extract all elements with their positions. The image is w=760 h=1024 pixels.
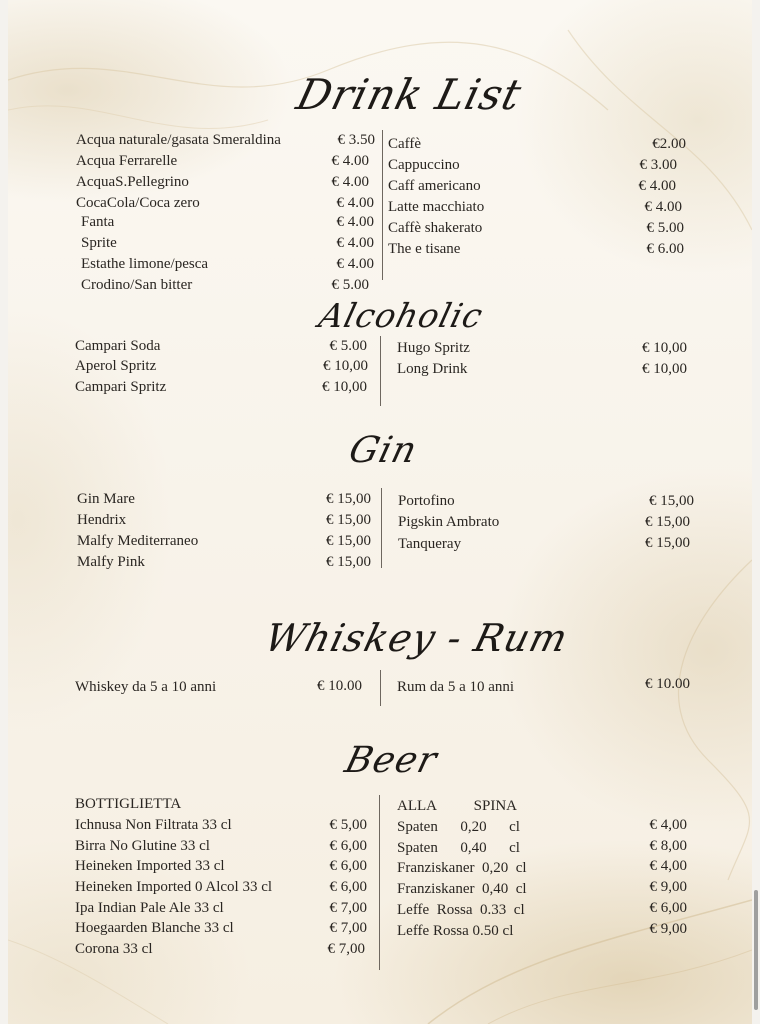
item-price: € 10,00 (322, 379, 367, 395)
item-price: € 5.00 (329, 338, 367, 354)
list-item (76, 173, 189, 191)
list-item (397, 880, 527, 898)
item-name: Crodino/San bitter (81, 277, 193, 293)
list-item (397, 901, 525, 919)
item-name: Latte macchiato (388, 199, 485, 215)
item-name: Hugo Spritz (397, 340, 470, 356)
item-price: € 7,00 (329, 920, 367, 936)
item-name: Cappuccino (388, 157, 460, 173)
item-name: Malfy Pink (77, 554, 145, 570)
item-name: Estathe limone/pesca (81, 256, 209, 272)
item-price: € 3.50 (337, 132, 375, 148)
item-price: € 10.00 (317, 678, 362, 694)
item-price: € 8,00 (649, 838, 687, 854)
beer-bottle-header: BOTTIGLIETTA (75, 796, 182, 812)
item-name: Caffè (388, 136, 422, 152)
list-item (397, 839, 520, 857)
list-item (75, 837, 210, 855)
column-divider (380, 670, 381, 706)
item-price: € 7,00 (327, 941, 365, 957)
list-item (77, 511, 126, 529)
list-item (77, 490, 135, 508)
item-name: Rum da 5 a 10 anni (397, 679, 515, 695)
list-item (76, 194, 200, 212)
list-item (81, 255, 208, 273)
list-item (398, 535, 461, 553)
item-name: Pigskin Ambrato (398, 514, 500, 530)
menu-page (8, 0, 752, 1024)
title-drink-list: Drink List (291, 70, 527, 119)
item-name: Aperol Spritz (75, 358, 157, 374)
item-name: Caff americano (388, 178, 481, 194)
item-price: € 4.00 (644, 199, 682, 215)
list-item (398, 513, 499, 531)
list-item (81, 276, 192, 294)
item-name: AcquaS.Pellegrino (76, 174, 189, 190)
item-name: Birra No Glutine 33 cl (75, 838, 210, 854)
list-item (75, 337, 160, 355)
item-name: Tanqueray (398, 536, 462, 552)
list-item (397, 339, 470, 357)
title-gin: Gin (344, 430, 422, 471)
item-name: Long Drink (397, 361, 468, 377)
list-item (81, 234, 117, 252)
item-price: € 3.00 (639, 157, 677, 173)
item-price: € 10,00 (642, 361, 687, 377)
list-item (77, 553, 145, 571)
item-price: € 15,00 (326, 533, 371, 549)
item-name: Campari Spritz (75, 379, 167, 395)
item-name: Campari Soda (75, 338, 161, 354)
item-price: € 4,00 (649, 817, 687, 833)
list-item (388, 240, 460, 258)
list-item (76, 152, 177, 170)
item-price: € 5.00 (646, 220, 684, 236)
list-item (77, 532, 198, 550)
item-price: € 4,00 (649, 858, 687, 874)
beer-draft-header (397, 797, 517, 815)
list-item (81, 213, 114, 231)
item-price: €2.00 (652, 136, 686, 152)
item-price: € 7,00 (329, 900, 367, 916)
list-item (75, 816, 232, 834)
item-name: Acqua naturale/gasata Smeraldina (76, 132, 281, 148)
item-price: € 6,00 (649, 900, 687, 916)
list-item (388, 198, 484, 216)
list-item (76, 131, 281, 149)
item-price: € 15,00 (649, 493, 694, 509)
list-item (397, 922, 513, 940)
list-item (397, 818, 520, 836)
list-item (397, 678, 514, 696)
list-item (388, 177, 481, 195)
item-price: € 10.00 (645, 676, 690, 692)
list-item (75, 919, 234, 937)
column-divider (381, 488, 382, 568)
item-name: The e tisane (388, 241, 461, 257)
item-price: € 4.00 (331, 174, 369, 190)
item-price: € 6,00 (329, 838, 367, 854)
item-name: Franziskaner 0,40 cl (397, 881, 527, 897)
item-name: Franziskaner 0,20 cl (397, 860, 527, 876)
item-name: Malfy Mediterraneo (77, 533, 199, 549)
list-item (388, 219, 482, 237)
beer-draft-header-label: ALLA SPINA (397, 798, 518, 814)
item-price: € 10,00 (323, 358, 368, 374)
list-item (75, 678, 216, 696)
item-price: € 4.00 (331, 153, 369, 169)
item-price: € 10,00 (642, 340, 687, 356)
item-price: € 4.00 (336, 214, 374, 230)
item-name: Hoegaarden Blanche 33 cl (75, 920, 234, 936)
item-name: Fanta (81, 214, 115, 230)
column-divider (380, 336, 381, 406)
item-name: Acqua Ferrarelle (76, 153, 178, 169)
item-price: € 4.00 (336, 256, 374, 272)
item-price: € 4.00 (336, 195, 374, 211)
item-name: Spaten 0,40 cl (397, 840, 520, 856)
item-name: Caffè shakerato (388, 220, 483, 236)
item-price: € 15,00 (326, 512, 371, 528)
list-item (75, 878, 272, 896)
list-item (75, 378, 166, 396)
item-price: € 9,00 (649, 921, 687, 937)
list-item (397, 360, 467, 378)
item-name: Leffe Rossa 0.33 cl (397, 902, 525, 918)
item-name: Sprite (81, 235, 117, 251)
item-name: Ichnusa Non Filtrata 33 cl (75, 817, 232, 833)
list-item (398, 492, 455, 510)
item-name: Corona 33 cl (75, 941, 153, 957)
list-item (75, 357, 156, 375)
item-price: € 15,00 (326, 554, 371, 570)
item-price: € 15,00 (645, 514, 690, 530)
list-item (75, 857, 225, 875)
title-beer: Beer (340, 740, 442, 781)
item-price: € 15,00 (326, 491, 371, 507)
item-price: € 5.00 (331, 277, 369, 293)
item-name: Gin Mare (77, 491, 135, 507)
item-name: Portofino (398, 493, 455, 509)
list-item (75, 940, 152, 958)
list-item (388, 135, 421, 153)
item-price: € 6,00 (329, 879, 367, 895)
item-price: € 4.00 (638, 178, 676, 194)
item-price: € 5,00 (329, 817, 367, 833)
item-price: € 4.00 (336, 235, 374, 251)
title-whiskey-rum: Whiskey - Rum (260, 616, 573, 660)
column-divider (379, 795, 380, 970)
item-name: Heineken Imported 0 Alcol 33 cl (75, 879, 273, 895)
item-price: € 6,00 (329, 858, 367, 874)
item-price: € 6.00 (646, 241, 684, 257)
item-name: Heineken Imported 33 cl (75, 858, 225, 874)
column-divider (382, 130, 383, 280)
item-name: CocaCola/Coca zero (76, 195, 200, 211)
item-name: Leffe Rossa 0.50 cl (397, 923, 514, 939)
item-name: Ipa Indian Pale Ale 33 cl (75, 900, 224, 916)
scrollbar[interactable] (754, 890, 758, 1010)
list-item (397, 859, 527, 877)
list-item (75, 899, 224, 917)
item-name: Spaten 0,20 cl (397, 819, 520, 835)
title-alcoholic: Alcoholic (315, 296, 488, 335)
item-price: € 9,00 (649, 879, 687, 895)
item-name: Hendrix (77, 512, 127, 528)
list-item (388, 156, 460, 174)
item-price: € 15,00 (645, 535, 690, 551)
item-name: Whiskey da 5 a 10 anni (75, 679, 217, 695)
